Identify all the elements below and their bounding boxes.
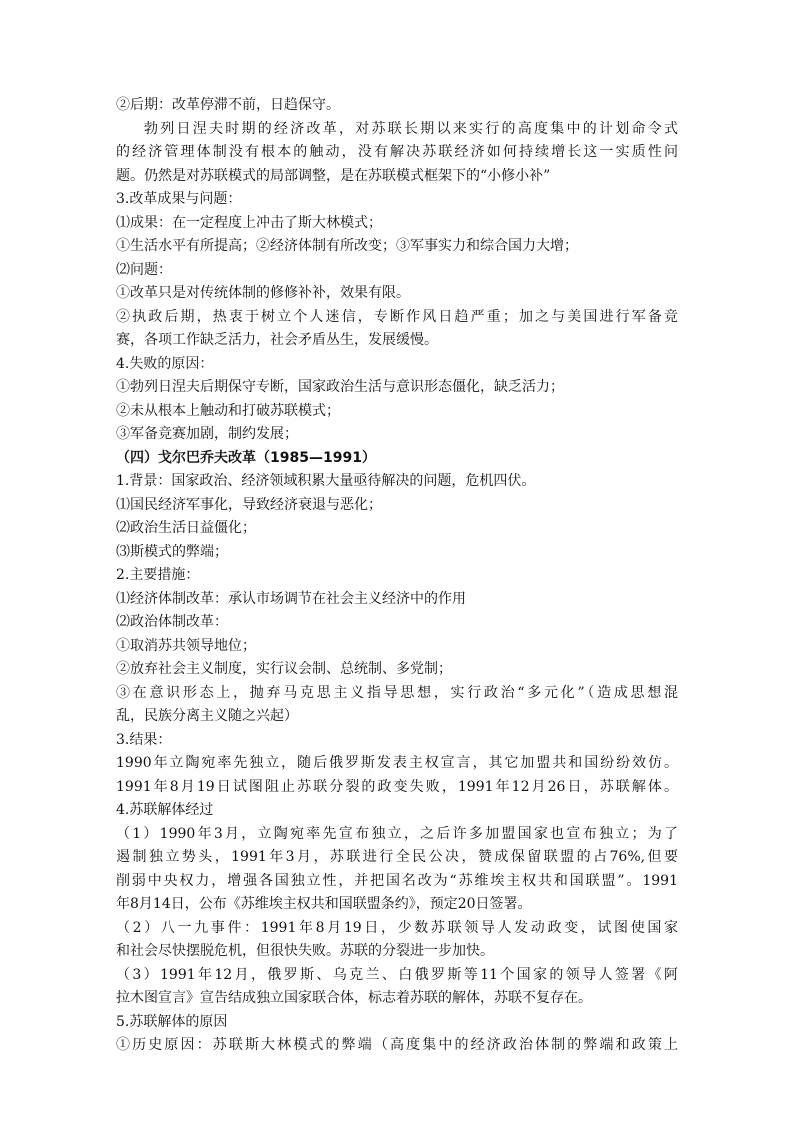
text-line: ②未从根本上触动和打破苏联模式；	[116, 402, 340, 419]
text-line: 赛，各项工作缺乏活力，社会矛盾丛生，发展缓慢。	[116, 332, 438, 348]
text-line: 和社会尽快摆脱危机，但很快失败。苏联的分裂进一步加快。	[116, 943, 494, 959]
paragraph-line: 勃列日涅夫时期的经济改革，对苏联长期以来实行的高度集中的计划命令式	[144, 120, 678, 137]
text-line: ⑴国民经济军事化，导致经济衰退与恶化；	[116, 496, 382, 513]
section-heading: 4.苏联解体经过	[116, 802, 214, 818]
text-line: ①勃列日涅夫后期保守专断，国家政治生活与意识形态僵化，缺乏活力；	[116, 379, 564, 395]
text-line: ⑵问题：	[116, 261, 172, 278]
text-line: 拉木图宣言》宣告结成独立国家联合体，标志着苏联的解体，苏联不复存在。	[116, 990, 592, 1006]
text-line: ①历史原因：苏联斯大林模式的弊端（高度集中的经济政治体制的弊端和政策上	[116, 1037, 678, 1053]
text-line: ②放弃社会主义制度，实行议会制、总统制、多党制；	[116, 661, 452, 677]
section-heading: 4.失败的原因：	[116, 355, 214, 372]
chapter-heading: （四）戈尔巴乔夫改革（1985—1991）	[116, 449, 376, 466]
section-heading: 1.背景：国家政治、经济领域积累大量亟待解决的问题，危机四伏。	[116, 473, 536, 489]
text-line: 削弱中央权力，增强各国独立性，并把国名改为“苏维埃主权共和国联盟”。1991	[116, 872, 678, 889]
text-line: ②执政后期，热衷于树立个人迷信，专断作风日趋严重；加之与美国进行军备竞	[116, 308, 678, 325]
text-line: （3）1991年12月，俄罗斯、乌克兰、白俄罗斯等11个国家的领导人签署《阿	[116, 966, 678, 983]
paragraph-line: 的经济管理体制没有根本的触动，没有解决苏联经济如何持续增长这一实质性问	[116, 144, 678, 160]
text-line: 1990年立陶宛率先独立，随后俄罗斯发表主权宣言，其它加盟共和国纷纷效仿。	[116, 755, 678, 771]
paragraph-line: 题。仍然是对苏联模式的局部调整，是在苏联模式框架下的“小修小补”	[116, 167, 551, 184]
text-line: ②后期：改革停滞不前，日趋保守。	[116, 97, 340, 113]
text-line: ⑵政治生活日益僵化；	[116, 520, 256, 536]
text-line: ①改革只是对传统体制的修修补补，效果有限。	[116, 285, 410, 301]
text-line: ⑴成果：在一定程度上冲击了斯大林模式；	[116, 214, 382, 231]
section-heading: 3.结果：	[116, 731, 172, 748]
section-heading: 5.苏联解体的原因	[116, 1013, 228, 1030]
text-line: 遏制独立势头，1991年3月，苏联进行全民公决，赞成保留联盟的占76%,但要	[116, 849, 678, 865]
section-heading: 2.主要措施：	[116, 567, 200, 583]
text-line: ⑶斯模式的弊端；	[116, 543, 228, 560]
text-line: ⑴经济体制改革：承认市场调节在社会主义经济中的作用	[116, 590, 466, 607]
text-line: （2）八一九事件：1991年8月19日，少数苏联领导人发动政变，试图使国家	[116, 919, 678, 936]
text-line: 乱，民族分离主义随之兴起）	[116, 708, 298, 724]
text-line: ③军备竞赛加剧，制约发展；	[116, 426, 298, 442]
text-line: （1）1990年3月，立陶宛率先宣布独立，之后许多加盟国家也宣布独立；为了	[116, 825, 678, 842]
document-page	[116, 94, 678, 1058]
section-heading: 3.改革成果与问题：	[116, 191, 242, 207]
text-line: 年8月14日，公布《苏维埃主权共和国联盟条约》，预定20日签署。	[116, 896, 532, 912]
text-line: ①取消苏共领导地位；	[116, 637, 256, 654]
text-line: ①生活水平有所提高；②经济体制有所改变；③军事实力和综合国力大增；	[116, 238, 578, 254]
text-line: 1991年8月19日试图阻止苏联分裂的政变失败，1991年12月26日，苏联解体。	[116, 778, 678, 795]
text-line: ⑵政治体制改革：	[116, 614, 228, 630]
text-line: ③在意识形态上，抛弃马克思主义指导思想，实行政治“多元化”（造成思想混	[116, 684, 678, 701]
